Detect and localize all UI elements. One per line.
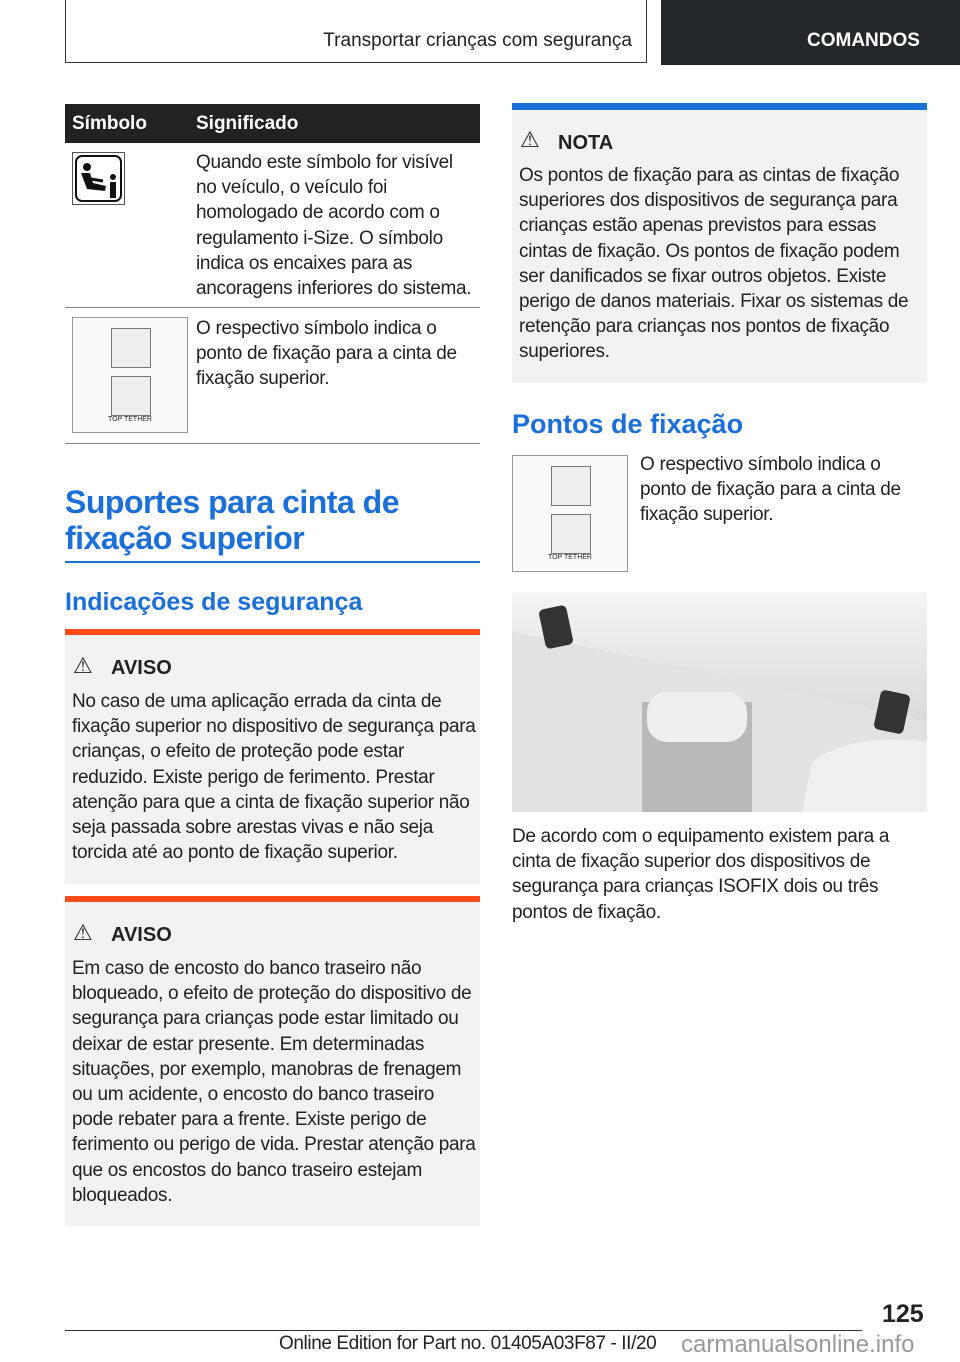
symbol-text: O respectivo símbolo indica o ponto de fixação para a cinta de fixação superior. xyxy=(640,454,901,526)
page-number: 125 xyxy=(882,1300,924,1328)
note-icon: ⚠ xyxy=(520,127,540,152)
column-symbol: Símbolo xyxy=(72,113,147,134)
header-chapter xyxy=(661,0,960,65)
note-box: ⚠ NOTA Os pontos de fixação para as cintas de fixação superiores dos dispositivos de segurança para crianças estão apenas previstos para essas cintas de fixação. Os pontos de fixação podem ser danificados se fixar outros objetos. Existe perigo de danos materiais. Fixar os sistemas de retenção para crianças nos pontos de fixação superiores. xyxy=(512,103,927,383)
edition-text: Online Edition for Part no. 01405A03F87 - II/20 xyxy=(279,1333,657,1354)
section-heading: Suportes para cinta de fixação superior xyxy=(65,484,399,556)
column-meaning: Significado xyxy=(196,113,299,134)
warning-icon: ⚠ xyxy=(73,920,93,945)
section-title: Transportar crianças com segurança xyxy=(323,30,632,51)
top-tether-icon: TOP TETHER xyxy=(512,455,628,572)
warning-box-2: ⚠ AVISO Em caso de encosto do banco traseiro não bloqueado, o efeito de proteção do dispositivo de segurança para crianças pode estar limitado ou deixar de estar presente. Em determinadas situações, por exemplo, manobras de frenagem ou um acidente, o encosto do banco traseiro pode rebater para a frente. Existe perigo de ferimento ou perigo de vida. Prestar atenção para que os encostos do banco traseiro estejam bloqueados. xyxy=(65,896,480,1226)
warning-icon: ⚠ xyxy=(73,653,93,678)
row-1-text: Quando este símbolo for visível no veículo, o veículo foi homologado de acordo com o regulamento i-Size. O símbolo indica os encaixes para as ancoragens inferiores do sistema. xyxy=(196,152,472,300)
table-header xyxy=(65,104,480,143)
body-text: De acordo com o equipamento existem para a cinta de fixação superior dos dispositivos de segurança para crianças ISOFIX dois ou três pontos de fixação. xyxy=(512,826,890,923)
watermark: carmanualsonline.info xyxy=(681,1331,915,1358)
isize-child-seat-icon xyxy=(72,152,125,205)
anchor-photo xyxy=(512,592,927,812)
warning-box-1: ⚠ AVISO No caso de uma aplicação errada da cinta de fixação superior no dispositivo de segurança para crianças, o efeito de proteção pode estar reduzido. Existe perigo de ferimento. Prestar atenção para que a cinta de fixação superior não seja passada sobre arestas vivas e não seja torcida até ao ponto de fixação superior. xyxy=(65,629,480,884)
safety-subheading: Indicações de segurança xyxy=(65,588,363,616)
top-tether-icon: TOP TETHER xyxy=(72,317,188,433)
anchor-points-heading: Pontos de fixação xyxy=(512,409,744,439)
header-section xyxy=(65,0,647,63)
chapter-title: COMANDOS xyxy=(807,30,920,51)
row-2-text: O respectivo símbolo indica o ponto de fixação para a cinta de fixação superior. xyxy=(196,318,457,390)
